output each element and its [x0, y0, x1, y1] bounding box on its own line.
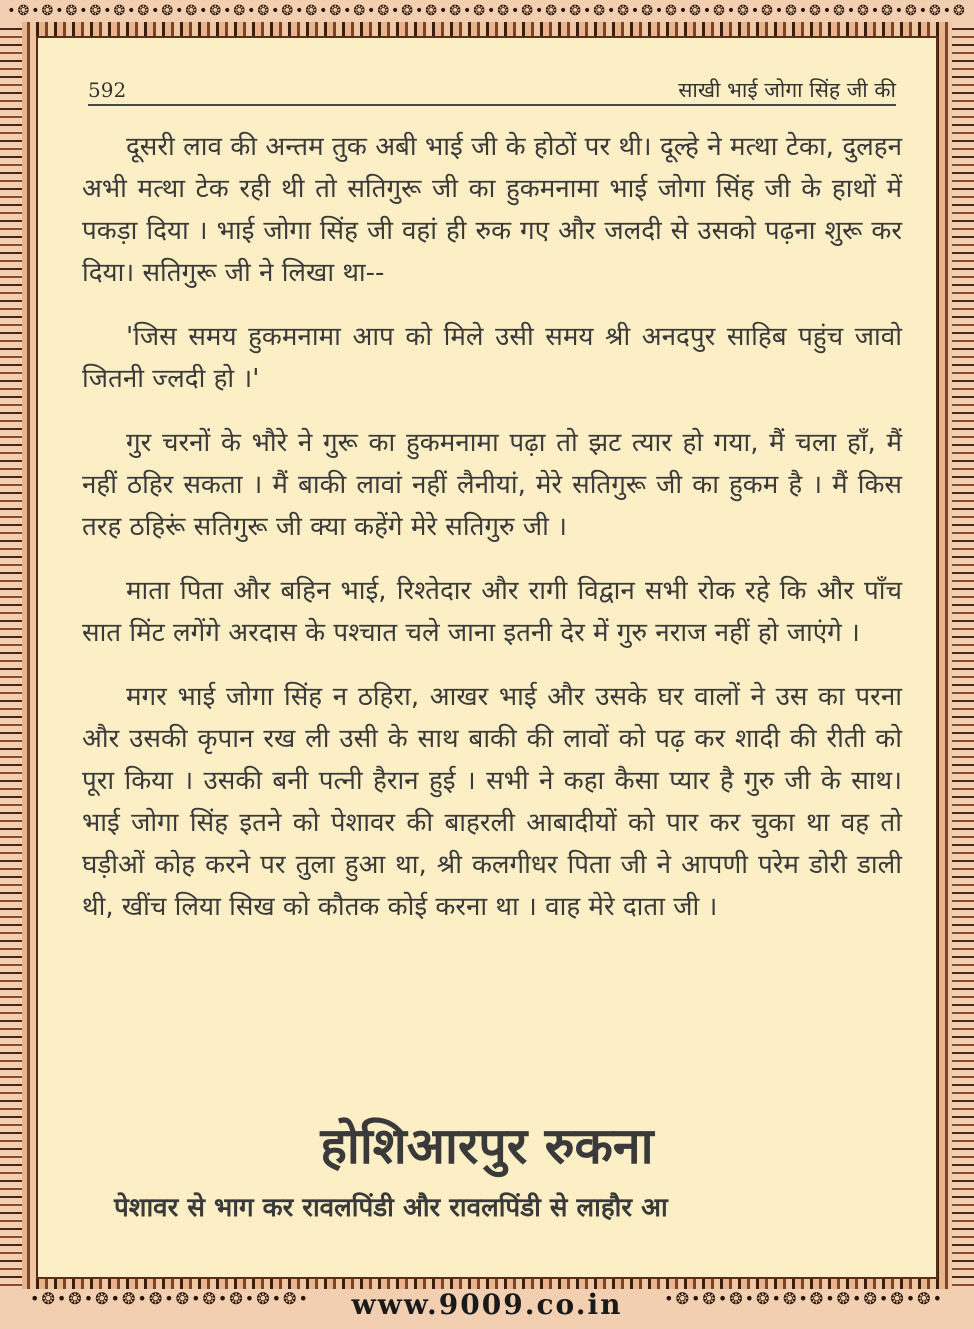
- paragraph-4: माता पिता और बहिन भाई, रिश्तेदार और रागी विद्वान सभी रोक रहे कि और पाँच सात मिंट लगेंगे अरदास के पश्चात चले जाना इतनी देर में गुरु नराज नहीं हो जाएंगे ।: [82, 576, 902, 648]
- paragraph-1: दूसरी लाव की अन्तम तुक अबी भाई जी के होठों पर थी। दूल्हे ने मत्था टेका, दुलहन अभी मत्था टेक रही थी तो सतिगुरू जी का हुकमनामा भाई जोगा सिंह जी के हाथों में पकड़ा दिया । भाई जोगा सिंह जी वहां ही रुक गए और जलदी से उसको पढ़ना शुरू कर दिया। सतिगुरू जी ने लिखा था--: [82, 132, 902, 288]
- right-border-ornament: [952, 22, 974, 1289]
- top-border-ornament: •❂•❂•❂•❂•❂•❂•❂•❂•❂•❂•❂•❂•❂•❂•❂•❂•❂•❂•❂•❂•❂•❂•❂•❂•❂•❂•❂•❂•❂•❂•❂•❂•❂•❂•❂•❂•❂•❂•❂•❂: [0, 0, 974, 22]
- page-number: 592: [88, 78, 127, 102]
- body-text: [82, 126, 902, 950]
- footer-url[interactable]: www.9009.co.in: [351, 1289, 623, 1321]
- paragraph-3: गुर चरनों के भौरे ने गुरू का हुकमनामा पढ़ा तो झट त्यार हो गया, मैं चला हाँ, मैं नहीं ठहिर सकता । मैं बाकी लावां नहीं लैनीयां, मेरे सतिगुरू जी का हुकम है । मैं किस तरह ठहिरूं सतिगुरू जी क्या कहेंगे मेरे सतिगुरु जी ।: [82, 428, 902, 542]
- section-title: होशिआरपुर रुकना: [320, 1117, 654, 1175]
- document-page: [36, 36, 938, 1279]
- paragraph-2: 'जिस समय हुकमनामा आप को मिले उसी समय श्री अनदपुर साहिब पहुंच जावो जितनी ज्लदी हो ।': [82, 322, 902, 394]
- footer-ornament-right: •❂•❂•❂•❂•❂•❂•❂•❂•❂•❂•: [664, 1289, 944, 1308]
- running-head: साखी भाई जोगा सिंह जी की: [678, 78, 896, 102]
- paragraph-5: मगर भाई जोगा सिंह न ठहिरा, आखर भाई और उसके घर वालों ने उस का परना और उसकी कृपान रख ली उसी के साथ बाकी की लावों को पढ़ कर शादी की रीती को पूरा किया । उसकी बनी पत्नी हैरान हुई । सभी ने कहा कैसा प्यार है गुरु जी के साथ। भाई जोगा सिंह इतने को पेशावर की बाहरली आबादीयों को पार कर चुका था वह तो घड़ीओं कोह करने पर तुला हुआ था, श्री कलगीधर पिता जी ने आपणी परेम डोरी डाली थी, खींच लिया सिख को कौतक कोई करना था । वाह मेरे दाता जी ।: [82, 682, 902, 922]
- bottom-border-ornament: [0, 1289, 974, 1329]
- footer-ornament-left: •❂•❂•❂•❂•❂•❂•❂•❂•❂•❂•: [30, 1289, 310, 1308]
- page-header: [88, 74, 896, 106]
- section-first-line: पेशावर से भाग कर रावलपिंडी और रावलपिंडी से लाहौर आ: [114, 1193, 668, 1223]
- left-border-ornament: [0, 22, 22, 1289]
